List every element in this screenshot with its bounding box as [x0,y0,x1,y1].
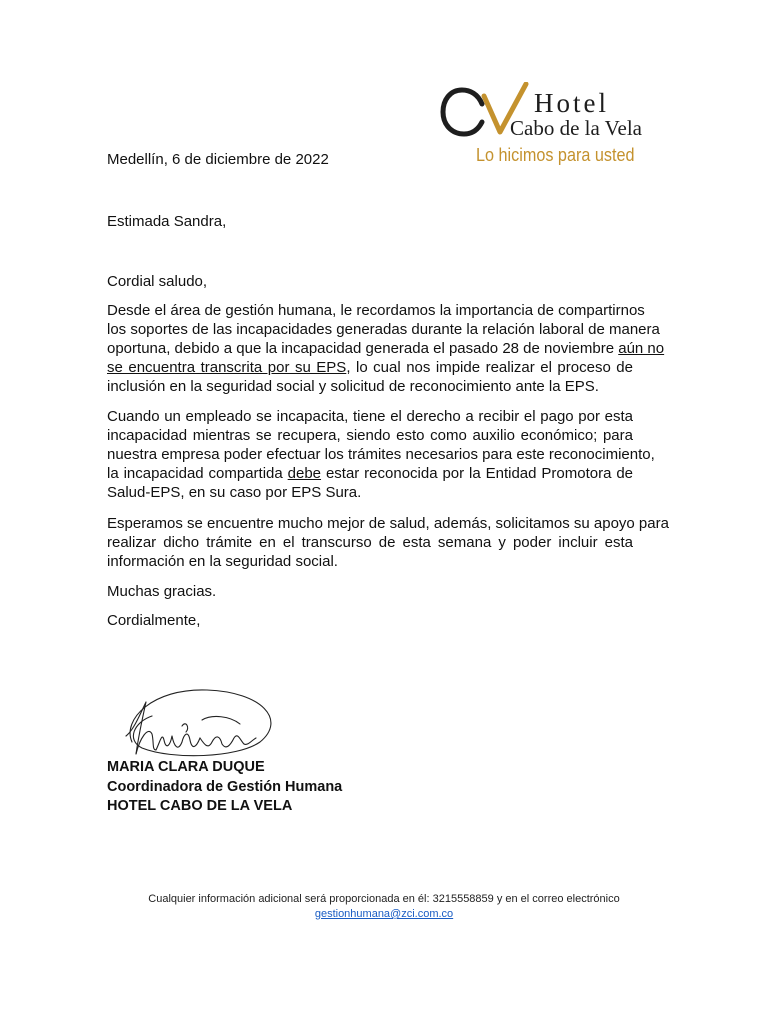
paragraph-text: la incapacidad compartida [107,465,283,482]
letter-date: Medellín, 6 de diciembre de 2022 [107,151,329,168]
signatory-title: Coordinadora de Gestión Humana [107,778,343,795]
signatory-name: MARIA CLARA DUQUE [107,759,265,775]
logo-hotel-word: Hotel [534,88,609,118]
underlined-text: debe [287,465,322,482]
paragraph-3 [107,514,669,571]
paragraph-line: nuestra empresa poder efectuar los trámites necesarios para este reconocimiento, [107,446,655,463]
footer-email-link[interactable]: gestionhumana@zci.com.co [314,908,454,920]
paragraph-line: los soportes de las incapacidades generadas durante la relación laboral de manera [107,321,660,338]
paragraph-text: oportuna, debido a que la incapacidad generada el pasado 28 de noviembre [107,340,615,357]
paragraph-text: estar reconocida por la Entidad Promotora de [325,465,633,482]
paragraph-2 [107,407,655,502]
paragraph-line: incapacidad mientras se recupera, siendo esto como auxilio económico; para [107,427,633,444]
paragraph-line: información en la seguridad social. [107,553,338,570]
letter-thanks: Muchas gracias. [107,583,217,600]
letter-greeting: Estimada Sandra, [107,213,227,230]
signature-block [107,758,342,817]
paragraph-line [107,339,665,358]
paragraph-line [107,464,633,483]
paragraph-line: realizar dicho trámite en el transcurso de esta semana y poder incluir esta [107,534,633,551]
paragraph-1 [107,301,665,396]
footer [0,892,768,922]
paragraph-line: Cuando un empleado se incapacita, tiene el derecho a recibir el pago por esta [107,408,633,425]
logo-tagline: Lo hicimos para usted [476,145,635,165]
paragraph-line: Esperamos se encuentre mucho mejor de salud, además, solicitamos su apoyo para [107,515,669,532]
handwritten-signature [112,680,302,770]
underlined-text: aún no [618,340,665,357]
letter-salutation: Cordial saludo, [107,273,208,290]
logo-hotel-name: Cabo de la Vela [510,116,642,140]
underlined-text: se encuentra transcrita por su EPS [107,359,347,376]
paragraph-line: Desde el área de gestión humana, le recordamos la importancia de compartirnos [107,302,645,319]
paragraph-line [107,358,633,377]
letter-closing: Cordialmente, [107,612,201,629]
paragraph-line: inclusión en la seguridad social y solicitud de reconocimiento ante la EPS. [107,378,599,395]
footer-contact-text: Cualquier información adicional será proporcionada en él: 3215558859 y en el correo electrónico [148,893,620,905]
paragraph-text: , lo cual nos impide realizar el proceso de [346,359,633,376]
paragraph-line: Salud-EPS, en su caso por EPS Sura. [107,484,362,501]
signatory-company: HOTEL CABO DE LA VELA [107,798,293,814]
